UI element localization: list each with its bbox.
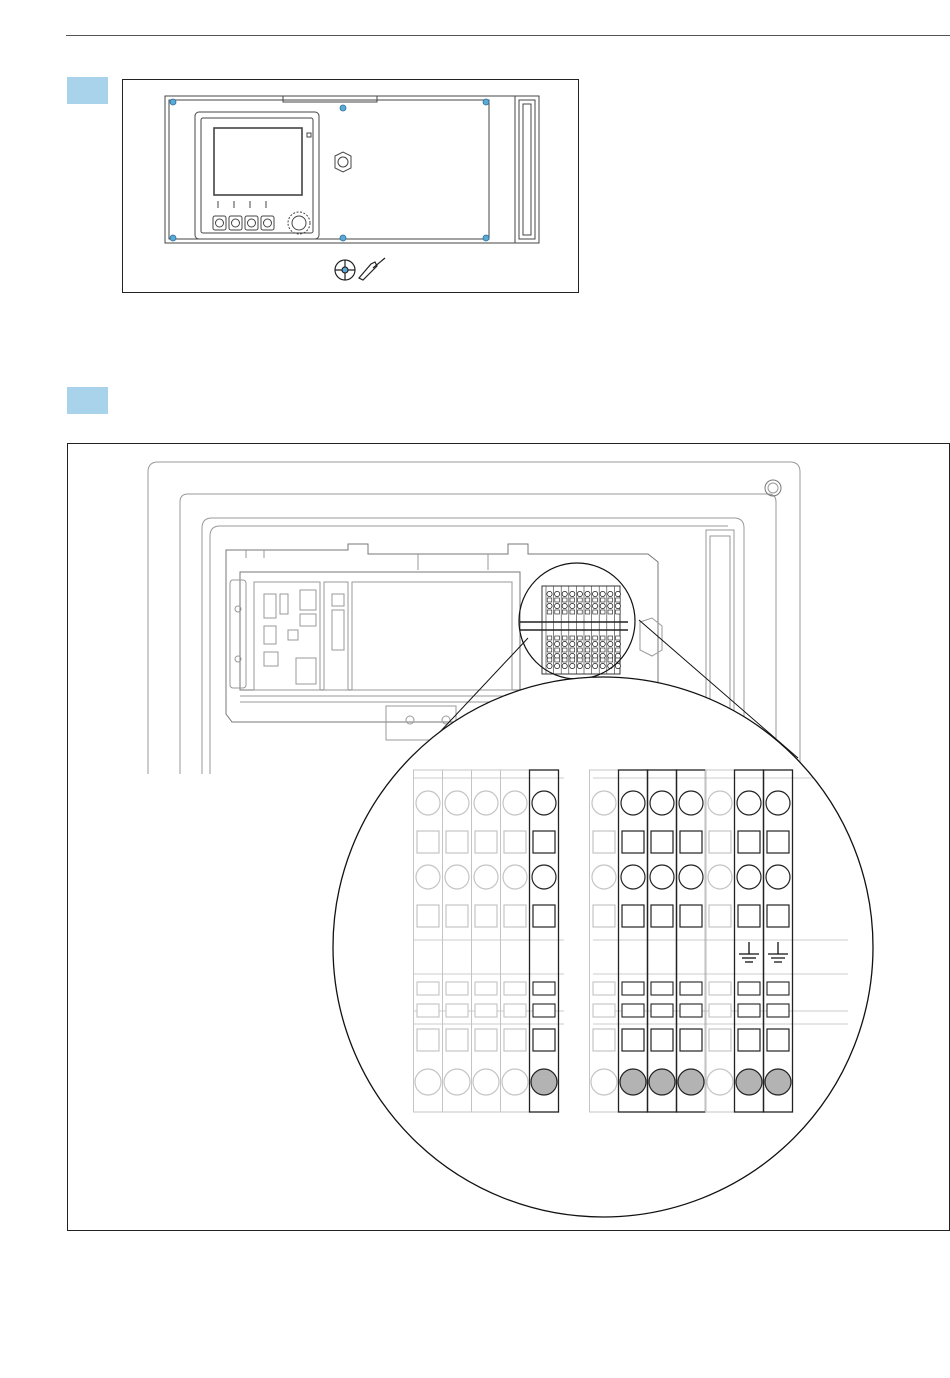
keypad-keys <box>213 216 274 230</box>
terminal-screw-top <box>532 791 556 815</box>
terminal-screw-mid <box>445 865 469 889</box>
terminal-screw-top <box>650 791 674 815</box>
detail-source-circle <box>519 563 635 679</box>
terminal-screw-bottom <box>531 1069 557 1095</box>
terminal-opening <box>680 905 702 927</box>
terminal-screw-mid <box>708 865 732 889</box>
navigator-knob <box>288 212 310 234</box>
terminal-opening <box>738 905 760 927</box>
terminal-opening <box>622 831 644 853</box>
terminal-opening <box>504 831 526 853</box>
terminal-opening <box>767 905 789 927</box>
page-header-rule <box>66 35 950 36</box>
phillips-screwdriver-icon <box>335 260 355 280</box>
terminal-opening <box>533 905 555 927</box>
display-screen <box>214 128 302 195</box>
terminal-screw-bottom <box>736 1069 762 1095</box>
terminal-opening <box>622 905 644 927</box>
terminal-opening <box>680 831 702 853</box>
terminal-screw-top <box>766 791 790 815</box>
terminal-opening <box>417 905 439 927</box>
terminal-screw-mid <box>416 865 440 889</box>
terminal-screw-mid <box>679 865 703 889</box>
terminal-opening <box>504 905 526 927</box>
terminal-block-overview <box>520 586 628 674</box>
terminal-screw-top <box>445 791 469 815</box>
terminal-opening <box>446 905 468 927</box>
terminal-screw-top <box>708 791 732 815</box>
terminal-opening <box>767 831 789 853</box>
terminal-opening <box>651 831 673 853</box>
terminal-screw-top <box>503 791 527 815</box>
terminal-screw-top <box>679 791 703 815</box>
figure-front-cover <box>122 79 579 293</box>
terminal-opening <box>593 831 615 853</box>
terminal-screw-top <box>474 791 498 815</box>
terminal-opening <box>738 831 760 853</box>
terminal-opening <box>446 831 468 853</box>
screwdriver-tip-icon <box>359 258 385 280</box>
terminal-opening <box>475 831 497 853</box>
terminal-screw-bottom <box>707 1069 733 1095</box>
terminal-screw-mid <box>650 865 674 889</box>
terminal-screw-bottom <box>444 1069 470 1095</box>
terminal-screw-mid <box>592 865 616 889</box>
terminal-screw-top <box>592 791 616 815</box>
terminal-screw-top <box>737 791 761 815</box>
terminal-screw-mid <box>766 865 790 889</box>
terminal-opening <box>417 831 439 853</box>
terminal-screw-mid <box>621 865 645 889</box>
terminal-screw-bottom <box>620 1069 646 1095</box>
terminal-illustration <box>68 444 949 1230</box>
step-badge-2 <box>67 387 108 414</box>
terminal-opening <box>593 905 615 927</box>
terminal-screw-mid <box>474 865 498 889</box>
terminal-opening <box>709 831 731 853</box>
terminal-screw-bottom <box>678 1069 704 1095</box>
terminal-screw-bottom <box>649 1069 675 1095</box>
terminal-screw-mid <box>737 865 761 889</box>
terminal-opening <box>651 905 673 927</box>
terminal-screw-bottom <box>591 1069 617 1095</box>
terminal-screw-mid <box>532 865 556 889</box>
terminal-screw-top <box>416 791 440 815</box>
front-cover-illustration <box>123 80 578 292</box>
terminal-screw-mid <box>503 865 527 889</box>
terminal-screw-bottom <box>502 1069 528 1095</box>
terminal-opening <box>533 831 555 853</box>
terminal-opening <box>475 905 497 927</box>
terminal-screw-bottom <box>473 1069 499 1095</box>
terminal-screw-bottom <box>765 1069 791 1095</box>
figure-terminal-detail <box>67 443 950 1231</box>
cable-gland <box>335 152 351 172</box>
terminal-opening <box>709 905 731 927</box>
step-badge-1 <box>67 77 108 104</box>
terminal-screw-bottom <box>415 1069 441 1095</box>
terminal-screw-top <box>621 791 645 815</box>
